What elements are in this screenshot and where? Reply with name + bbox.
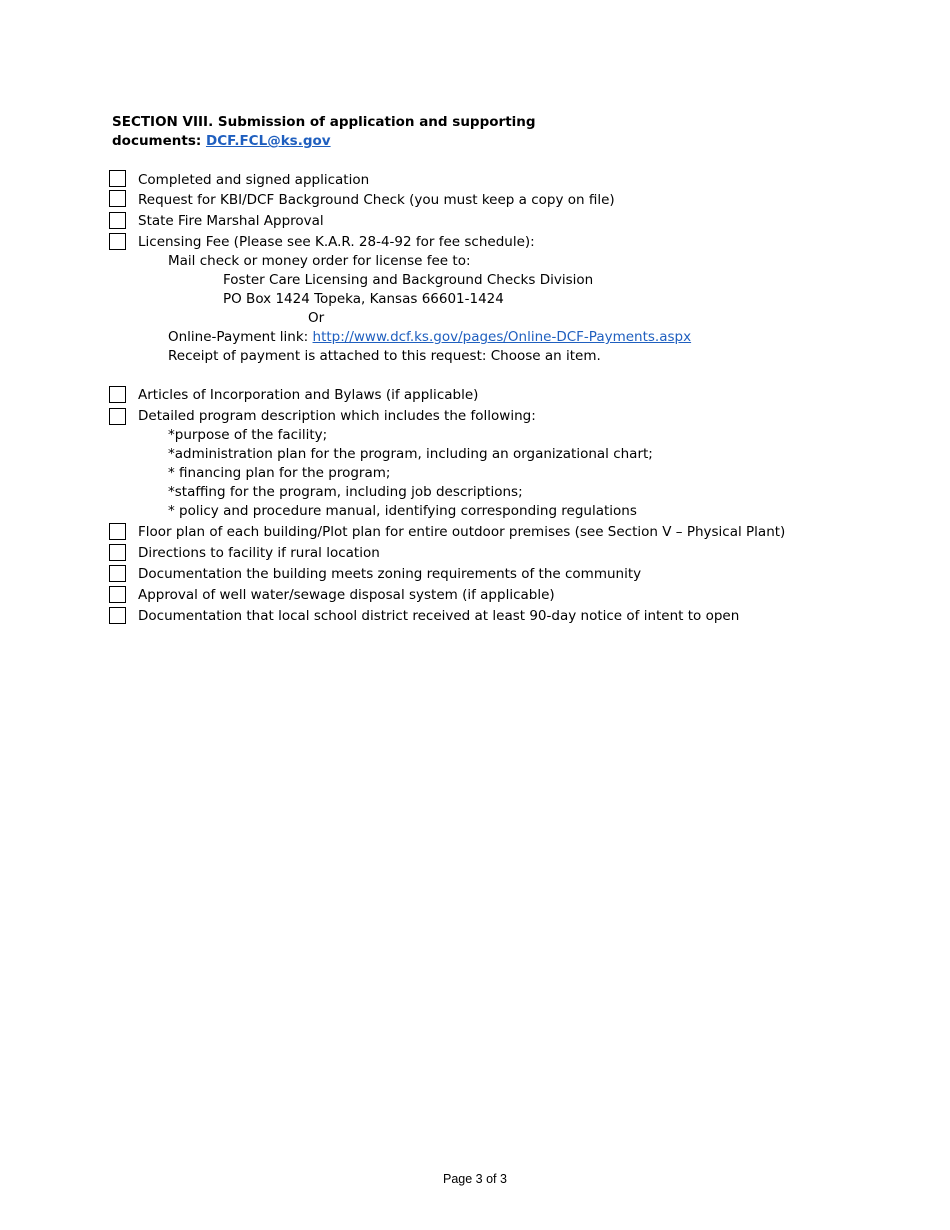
checkbox-licensing-fee[interactable] (109, 233, 126, 250)
checkbox-articles[interactable] (109, 386, 126, 403)
program-item: *purpose of the facility; (168, 427, 328, 443)
checkbox-program-description[interactable] (109, 408, 126, 425)
checkbox-school-notice[interactable] (109, 607, 126, 624)
page-number: Page 3 of 3 (443, 1172, 507, 1186)
item-well-water: Approval of well water/sewage disposal system (if applicable) (138, 587, 555, 603)
checkbox-well-water[interactable] (109, 586, 126, 603)
section-title: SECTION VIII. Submission of application and supporting (112, 114, 536, 130)
online-payment-label: Online-Payment link: (168, 329, 313, 345)
item-program-description: Detailed program description which includes the following: (138, 408, 536, 424)
fee-receipt: Receipt of payment is attached to this request: Choose an item. (168, 348, 601, 364)
checkbox-background-check[interactable] (109, 190, 126, 207)
section-title-prefix: documents: (112, 133, 206, 149)
item-completed-application: Completed and signed application (138, 172, 370, 188)
item-fire-marshal: State Fire Marshal Approval (138, 213, 324, 229)
checkbox-zoning[interactable] (109, 565, 126, 582)
program-item: *staffing for the program, including job descriptions; (168, 484, 523, 500)
fee-address-line2: PO Box 1424 Topeka, Kansas 66601-1424 (223, 291, 504, 307)
checkbox-directions[interactable] (109, 544, 126, 561)
section-title-line2 (112, 132, 331, 150)
item-floor-plan: Floor plan of each building/Plot plan for entire outdoor premises (see Section V – Physical Plant) (138, 524, 786, 540)
fee-online-payment (168, 328, 691, 346)
checkbox-completed-application[interactable] (109, 170, 126, 187)
checkbox-floor-plan[interactable] (109, 523, 126, 540)
item-background-check: Request for KBI/DCF Background Check (you must keep a copy on file) (138, 192, 615, 208)
item-school-notice: Documentation that local school district received at least 90-day notice of intent to open (138, 608, 740, 624)
program-item: *administration plan for the program, including an organizational chart; (168, 446, 653, 462)
fee-or: Or (308, 310, 325, 326)
item-zoning: Documentation the building meets zoning requirements of the community (138, 566, 642, 582)
fee-mail-instruction: Mail check or money order for license fee to: (168, 253, 471, 269)
item-directions: Directions to facility if rural location (138, 545, 380, 561)
email-link[interactable]: DCF.FCL@ks.gov (205, 133, 331, 149)
online-payment-link[interactable]: http://www.dcf.ks.gov/pages/Online-DCF-Payments.aspx (312, 329, 692, 345)
program-item: * policy and procedure manual, identifying corresponding regulations (168, 503, 637, 519)
item-licensing-fee: Licensing Fee (Please see K.A.R. 28-4-92 for fee schedule): (138, 234, 535, 250)
fee-address-line1: Foster Care Licensing and Background Checks Division (223, 272, 594, 288)
item-articles: Articles of Incorporation and Bylaws (if applicable) (138, 387, 479, 403)
program-item: * financing plan for the program; (168, 465, 391, 481)
checkbox-fire-marshal[interactable] (109, 212, 126, 229)
